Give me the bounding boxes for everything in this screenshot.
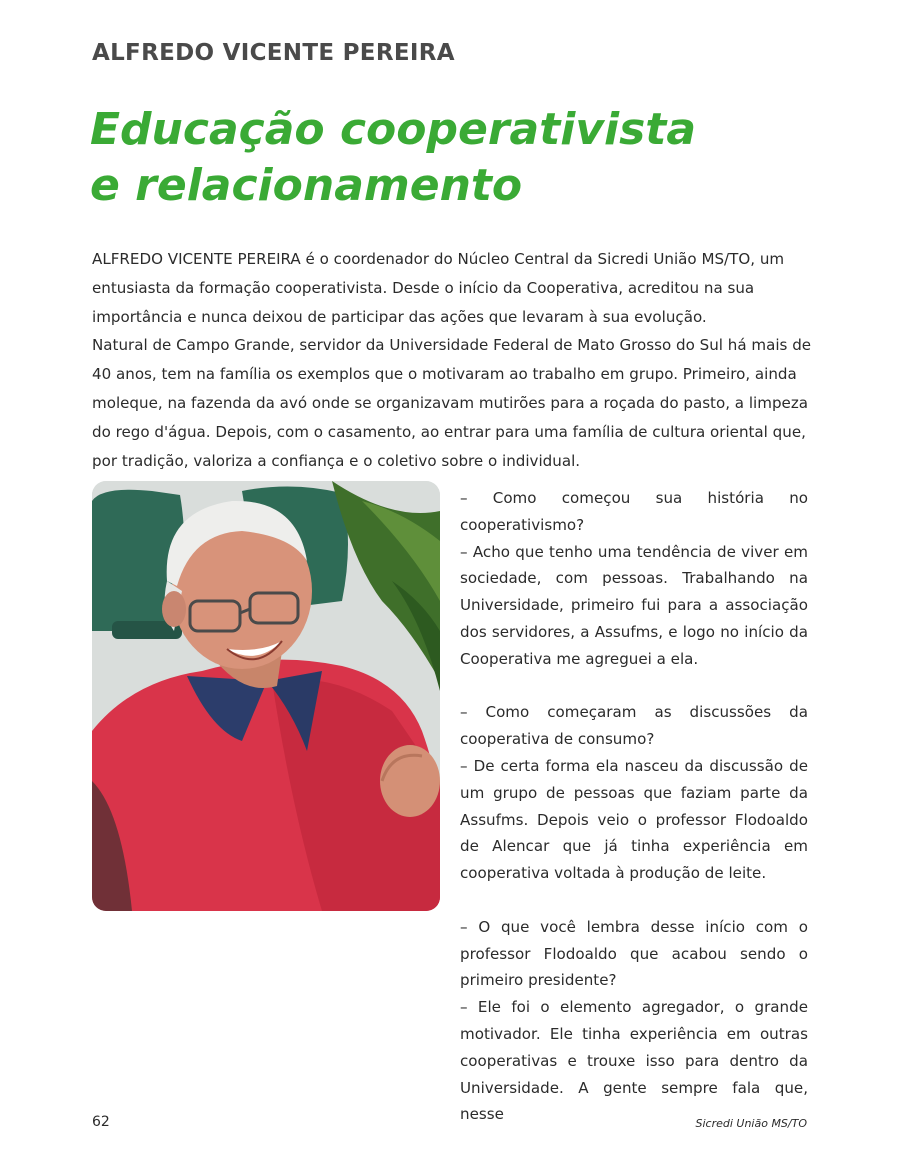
title-line-1: Educação cooperativista [90, 104, 697, 155]
portrait-photo [92, 481, 440, 911]
answer-1: – Acho que tenho uma tendência de viver em sociedade, com pessoas. Trabalhando na Universidade, primeiro fui para a associação dos servidores, a Assufms, e logo no início da Cooperativa me agreguei a ela. [460, 542, 808, 668]
page-number: 62 [92, 1114, 110, 1130]
answer-2: – De certa forma ela nasceu da discussão de um grupo de pessoas que faziam parte da Assufms. Depois veio o professor Flodoaldo de Alencar que já tinha experiência em cooperativa voltada à produção de leite. [460, 756, 808, 883]
interview-column [460, 485, 808, 1128]
page-title [90, 102, 850, 214]
author-name: ALFREDO VICENTE PEREIRA [92, 40, 455, 66]
answer-3: – Ele foi o elemento agregador, o grande motivador. Ele tinha experiência em outras cooperativas e trouxe isso para dentro da Universidade. A gente sempre fala que, nesse [460, 998, 808, 1124]
portrait-photo-icon [92, 481, 440, 911]
question-2: – Como começaram as discussões da cooperativa de consumo? [460, 703, 808, 749]
title-line-2: e relacionamento [90, 160, 523, 211]
publication-name: Sicredi União MS/TO [695, 1117, 807, 1130]
question-3: – O que você lembra desse início com o professor Flodoaldo que acabou sendo o primeiro presidente? [460, 917, 808, 990]
intro-paragraph-2: Natural de Campo Grande, servidor da Universidade Federal de Mato Grosso do Sul há mais de 40 anos, tem na família os exemplos que o motivaram ao trabalho em grupo. Primeiro, ainda moleque, na fazenda da avó onde se organizavam mutirões para a roçada do pasto, a limpeza do rego d'água. Depois, com o casamento, ao entrar para uma família de cultura oriental que, por tradição, valoriza a confiança e o coletivo sobre o individual. [92, 336, 812, 470]
intro-text [92, 245, 822, 475]
question-1: – Como começou sua história no cooperativismo? [460, 489, 808, 534]
intro-paragraph-1: ALFREDO VICENTE PEREIRA é o coordenador do Núcleo Central da Sicredi União MS/TO, um entusiasta da formação cooperativista. Desde o início da Cooperativa, acreditou na sua importância e nunca deixou de participar das ações que levaram à sua evolução. [92, 250, 785, 326]
